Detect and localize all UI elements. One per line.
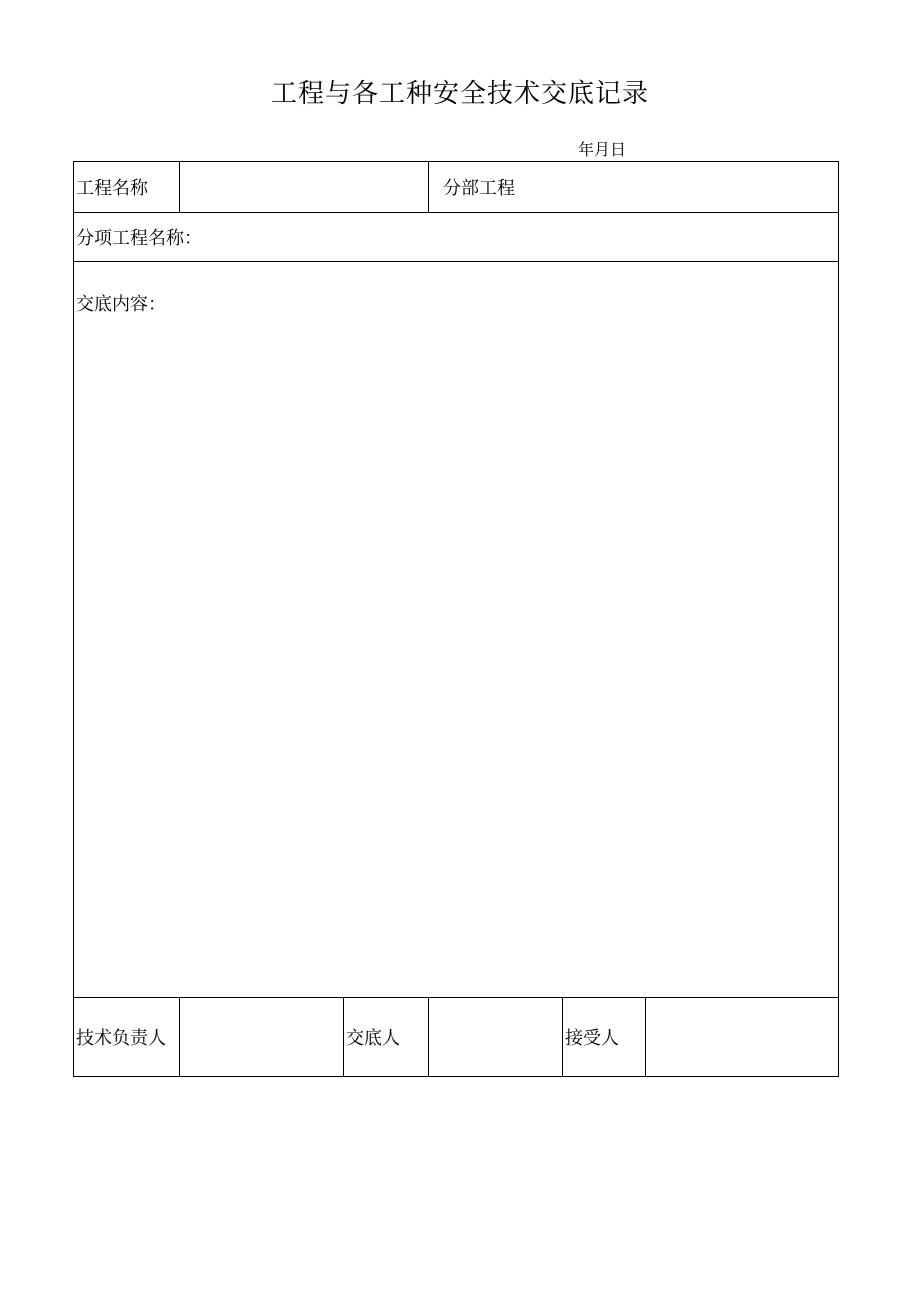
project-name-label: 工程名称 xyxy=(74,162,180,213)
content-cell[interactable] xyxy=(74,262,839,998)
disclosure-form-table xyxy=(73,161,839,1077)
item-project-cell[interactable] xyxy=(74,213,839,262)
receiver-signature-cell[interactable] xyxy=(646,998,839,1077)
sub-project-cell[interactable] xyxy=(429,162,839,213)
project-name-value-cell[interactable] xyxy=(180,162,429,213)
project-row xyxy=(74,162,839,213)
document-title: 工程与各工种安全技术交底记录 xyxy=(270,79,649,109)
item-project-row xyxy=(74,213,839,262)
tech-lead-signature-cell[interactable] xyxy=(180,998,344,1077)
date-label: 年月日 xyxy=(578,140,627,159)
discloser-label: 交底人 xyxy=(344,998,429,1077)
content-row xyxy=(74,262,839,998)
receiver-label: 接受人 xyxy=(563,998,646,1077)
item-project-label: 分项工程名称： xyxy=(76,228,202,249)
content-label: 交底内容： xyxy=(76,294,166,315)
signature-row xyxy=(74,998,839,1077)
discloser-signature-cell[interactable] xyxy=(429,998,563,1077)
tech-lead-label: 技术负责人 xyxy=(74,998,180,1077)
sub-project-label: 分部工程 xyxy=(443,178,515,199)
